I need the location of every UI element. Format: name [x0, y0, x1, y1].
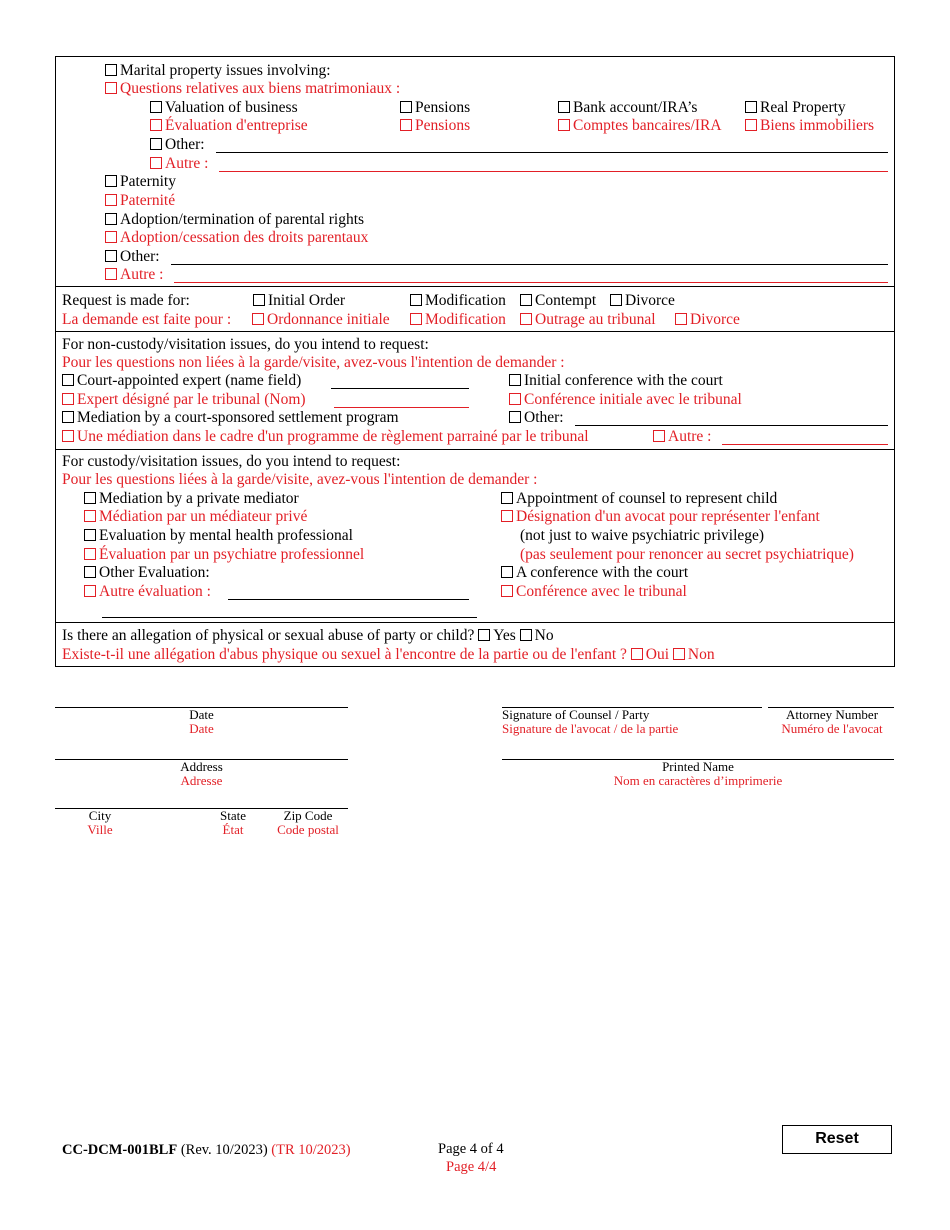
checkbox[interactable]	[745, 119, 757, 131]
adoption-option[interactable]	[105, 211, 364, 229]
checkbox[interactable]	[653, 430, 665, 442]
initial-order-option-fr[interactable]	[252, 311, 390, 329]
checkbox[interactable]	[745, 101, 757, 113]
mental-health-eval-option[interactable]	[84, 527, 353, 545]
request-label-fr: La demande est faite pour :	[62, 311, 232, 328]
address-label-en: Address	[180, 759, 223, 774]
abuse-no-label: No	[534, 627, 554, 644]
page-number-fr: Page 4/4	[446, 1159, 497, 1175]
counsel-child-option-fr[interactable]	[501, 508, 820, 526]
abuse-no-label-fr: Non	[687, 646, 715, 663]
privilege-note-fr: (pas seulement pour renoncer au secret psychiatrique)	[520, 546, 854, 563]
checkbox[interactable]	[558, 119, 570, 131]
checkbox[interactable]	[84, 510, 96, 522]
real-property-label-fr: Biens immobiliers	[760, 117, 875, 134]
adoption-label-fr: Adoption/cessation des droits parentaux	[120, 229, 369, 246]
checkbox[interactable]	[84, 585, 96, 597]
real-property-option-fr[interactable]	[745, 117, 874, 135]
private-mediator-option[interactable]	[84, 490, 299, 508]
court-mediation-label-en: Mediation by a court-sponsored settlement program	[77, 409, 399, 426]
adoption-label-en: Adoption/termination of parental rights	[120, 211, 365, 228]
divorce-label-fr: Divorce	[690, 311, 740, 328]
checkbox[interactable]	[84, 529, 96, 541]
pensions-label-en: Pensions	[415, 99, 471, 116]
court-expert-option[interactable]	[62, 372, 301, 390]
valuation-label-en: Valuation of business	[165, 99, 298, 116]
other-evaluation-option[interactable]	[84, 564, 210, 582]
court-mediation-label-fr: Une médiation dans le cadre d'un programme de règlement parrainé par le tribunal	[77, 428, 589, 445]
contempt-label-en: Contempt	[535, 292, 597, 309]
checkbox[interactable]	[410, 313, 422, 325]
checkbox[interactable]	[62, 374, 74, 386]
initial-conference-label-en: Initial conference with the court	[524, 372, 723, 389]
checkbox[interactable]	[509, 393, 521, 405]
valuation-option[interactable]	[150, 99, 298, 117]
marital-other-label-en: Other:	[165, 136, 205, 153]
checkbox[interactable]	[150, 119, 162, 131]
valuation-label-fr: Évaluation d'entreprise	[165, 117, 308, 134]
mental-health-eval-label-en: Evaluation by mental health professional	[99, 527, 353, 544]
modification-label-fr: Modification	[425, 311, 506, 328]
printed-name-label-en: Printed Name	[662, 759, 734, 774]
court-expert-option-fr[interactable]	[62, 391, 306, 409]
bank-label-en: Bank account/IRA’s	[573, 99, 698, 116]
noncustody-other-label-en: Other:	[524, 409, 564, 426]
marital-other-field-fr[interactable]	[219, 171, 888, 172]
checkbox[interactable]	[673, 648, 685, 660]
checkbox[interactable]	[509, 374, 521, 386]
court-expert-label-en: Court-appointed expert (name field)	[77, 372, 302, 389]
checkbox[interactable]	[105, 250, 117, 262]
abuse-yes-option[interactable]	[478, 627, 516, 644]
checkbox[interactable]	[105, 268, 117, 280]
real-property-label-en: Real Property	[760, 99, 846, 116]
valuation-option-fr[interactable]	[150, 117, 308, 135]
counsel-child-label-en: Appointment of counsel to represent child	[516, 490, 778, 507]
marital-option[interactable]	[105, 62, 331, 80]
private-mediator-label-en: Mediation by a private mediator	[99, 490, 299, 507]
request-label-en: Request is made for:	[62, 292, 190, 309]
court-expert-name-field-fr[interactable]	[334, 407, 469, 408]
signature-label-fr: Signature de l'avocat / de la partie	[502, 721, 679, 736]
abuse-question-row-en	[62, 627, 554, 645]
checkbox[interactable]	[520, 313, 532, 325]
initial-order-label-fr: Ordonnance initiale	[267, 311, 390, 328]
form-translation-revision: (TR 10/2023)	[271, 1142, 351, 1158]
noncustody-other-option-fr[interactable]	[653, 428, 711, 446]
checkbox[interactable]	[520, 629, 532, 641]
checkbox[interactable]	[84, 548, 96, 560]
modification-option[interactable]	[410, 292, 506, 310]
pensions-option-fr[interactable]	[400, 117, 470, 135]
abuse-question-fr: Existe-t-il une allégation d'abus physique ou sexuel à l'encontre de la partie ou de l'enfant ?	[62, 646, 627, 663]
other-evaluation-label-fr: Autre évaluation :	[99, 583, 211, 600]
zip-label-fr: Code postal	[277, 822, 339, 837]
noncustody-other-field-fr[interactable]	[722, 444, 888, 445]
privilege-note-en: (not just to waive psychiatric privilege)	[520, 527, 765, 544]
abuse-no-option[interactable]	[520, 627, 554, 644]
court-expert-label-fr: Expert désigné par le tribunal (Nom)	[77, 391, 306, 408]
checkbox[interactable]	[610, 294, 622, 306]
divorce-option[interactable]	[610, 292, 675, 310]
abuse-yes-label: Yes	[493, 627, 516, 644]
other-issue-label-en: Other:	[120, 248, 160, 265]
court-expert-name-field[interactable]	[331, 388, 469, 389]
initial-conference-label-fr: Conférence initiale avec le tribunal	[524, 391, 742, 408]
reset-button[interactable]: Reset	[782, 1125, 892, 1154]
contempt-option-fr[interactable]	[520, 311, 656, 329]
checkbox[interactable]	[631, 648, 643, 660]
paternity-label-fr: Paternité	[120, 192, 176, 209]
noncustody-other-option[interactable]	[509, 409, 564, 427]
custody-question-en: For custody/visitation issues, do you intend to request:	[62, 453, 401, 470]
court-mediation-option-fr[interactable]	[62, 428, 589, 446]
checkbox[interactable]	[252, 313, 264, 325]
checkbox[interactable]	[501, 566, 513, 578]
private-mediator-option-fr[interactable]	[84, 508, 307, 526]
form-id-row	[62, 1141, 351, 1159]
checkbox[interactable]	[501, 585, 513, 597]
checkbox[interactable]	[105, 194, 117, 206]
checkbox[interactable]	[84, 566, 96, 578]
noncustody-other-field[interactable]	[575, 425, 888, 426]
noncustody-question-fr: Pour les questions non liées à la garde/visite, avez-vous l'intention de demander :	[62, 354, 565, 371]
abuse-yes-label-fr: Oui	[645, 646, 670, 663]
court-conference-option[interactable]	[501, 564, 688, 582]
checkbox[interactable]	[62, 430, 74, 442]
real-property-option[interactable]	[745, 99, 846, 117]
other-evaluation-option-fr[interactable]	[84, 583, 211, 601]
divorce-label-en: Divorce	[625, 292, 675, 309]
city-label-fr: Ville	[87, 822, 113, 837]
paternity-option[interactable]	[105, 173, 176, 191]
printed-name-label-fr: Nom en caractères d’imprimerie	[613, 773, 783, 788]
form-id: CC-DCM-001BLF	[62, 1142, 178, 1158]
attorney-number-label-en: Attorney Number	[785, 707, 879, 722]
checkbox[interactable]	[675, 313, 687, 325]
checkbox[interactable]	[509, 411, 521, 423]
form-revision: (Rev. 10/2023)	[180, 1142, 268, 1158]
marital-label-en: Marital property issues involving:	[120, 62, 331, 79]
abuse-question-en: Is there an allegation of physical or sexual abuse of party or child?	[62, 627, 475, 644]
court-conference-label-fr: Conférence avec le tribunal	[516, 583, 687, 600]
pensions-label-fr: Pensions	[415, 117, 471, 134]
pensions-option[interactable]	[400, 99, 470, 117]
initial-order-option[interactable]	[253, 292, 345, 310]
other-evaluation-field[interactable]	[228, 599, 469, 600]
noncustody-other-label-fr: Autre :	[668, 428, 712, 445]
adoption-option-fr[interactable]	[105, 229, 368, 247]
checkbox[interactable]	[520, 294, 532, 306]
modification-label-en: Modification	[425, 292, 506, 309]
paternity-option-fr[interactable]	[105, 192, 175, 210]
checkbox[interactable]	[400, 119, 412, 131]
initial-conference-option[interactable]	[509, 372, 723, 390]
contempt-option[interactable]	[520, 292, 596, 310]
marital-other-option-fr[interactable]	[150, 155, 208, 173]
other-issue-option-fr[interactable]	[105, 266, 163, 284]
checkbox[interactable]	[478, 629, 490, 641]
court-mediation-option[interactable]	[62, 409, 399, 427]
zip-label-en: Zip Code	[283, 808, 333, 823]
court-conference-option-fr[interactable]	[501, 583, 687, 601]
checkbox[interactable]	[410, 294, 422, 306]
checkbox[interactable]	[501, 492, 513, 504]
state-label-fr: État	[222, 822, 244, 837]
counsel-child-option[interactable]	[501, 490, 777, 508]
marital-other-field[interactable]	[216, 152, 888, 153]
modification-option-fr[interactable]	[410, 311, 506, 329]
private-mediator-label-fr: Médiation par un médiateur privé	[99, 508, 308, 525]
marital-option-fr[interactable]	[105, 80, 400, 98]
other-issue-option[interactable]	[105, 248, 160, 266]
abuse-yes-option-fr[interactable]	[631, 646, 669, 663]
checkbox[interactable]	[150, 157, 162, 169]
checkbox[interactable]	[501, 510, 513, 522]
signature-label-en: Signature of Counsel / Party	[502, 707, 650, 722]
checkbox[interactable]	[105, 213, 117, 225]
court-conference-label-en: A conference with the court	[516, 564, 689, 581]
bank-option[interactable]	[558, 99, 697, 117]
date-label-en: Date	[189, 707, 214, 722]
bank-option-fr[interactable]	[558, 117, 722, 135]
mental-health-eval-option-fr[interactable]	[84, 546, 364, 564]
counsel-child-label-fr: Désignation d'un avocat pour représenter l'enfant	[516, 508, 820, 525]
marital-label-fr: Questions relatives aux biens matrimoniaux :	[120, 80, 401, 97]
checkbox[interactable]	[558, 101, 570, 113]
checkbox[interactable]	[84, 492, 96, 504]
contempt-label-fr: Outrage au tribunal	[535, 311, 656, 328]
date-label-fr: Date	[189, 721, 214, 736]
attorney-number-label-fr: Numéro de l'avocat	[781, 721, 883, 736]
checkbox[interactable]	[253, 294, 265, 306]
initial-conference-option-fr[interactable]	[509, 391, 742, 409]
city-label-en: City	[88, 808, 112, 823]
bank-label-fr: Comptes bancaires/IRA	[573, 117, 722, 134]
initial-order-label-en: Initial Order	[268, 292, 346, 309]
abuse-no-option-fr[interactable]	[673, 646, 715, 663]
page-number-en: Page 4 of 4	[438, 1141, 504, 1157]
other-evaluation-label-en: Other Evaluation:	[99, 564, 210, 581]
other-issue-label-fr: Autre :	[120, 266, 164, 283]
checkbox[interactable]	[62, 393, 74, 405]
marital-other-option[interactable]	[150, 136, 205, 154]
checkbox[interactable]	[150, 101, 162, 113]
other-issue-field[interactable]	[171, 264, 888, 265]
other-issue-field-fr[interactable]	[174, 282, 888, 283]
address-label-fr: Adresse	[180, 773, 223, 788]
checkbox[interactable]	[400, 101, 412, 113]
marital-other-label-fr: Autre :	[165, 155, 209, 172]
checkbox[interactable]	[105, 231, 117, 243]
checkbox[interactable]	[105, 175, 117, 187]
checkbox[interactable]	[105, 82, 117, 94]
abuse-question-row-fr	[62, 646, 715, 664]
divorce-option-fr[interactable]	[675, 311, 740, 329]
noncustody-question-en: For non-custody/visitation issues, do you intend to request:	[62, 336, 429, 353]
checkbox[interactable]	[150, 138, 162, 150]
state-label-en: State	[220, 808, 246, 823]
custody-question-fr: Pour les questions liées à la garde/visite, avez-vous l'intention de demander :	[62, 471, 538, 488]
mental-health-eval-label-fr: Évaluation par un psychiatre professionnel	[99, 546, 365, 563]
checkbox[interactable]	[62, 411, 74, 423]
other-evaluation-field-line2[interactable]	[102, 617, 477, 618]
checkbox[interactable]	[105, 64, 117, 76]
paternity-label-en: Paternity	[120, 173, 176, 190]
